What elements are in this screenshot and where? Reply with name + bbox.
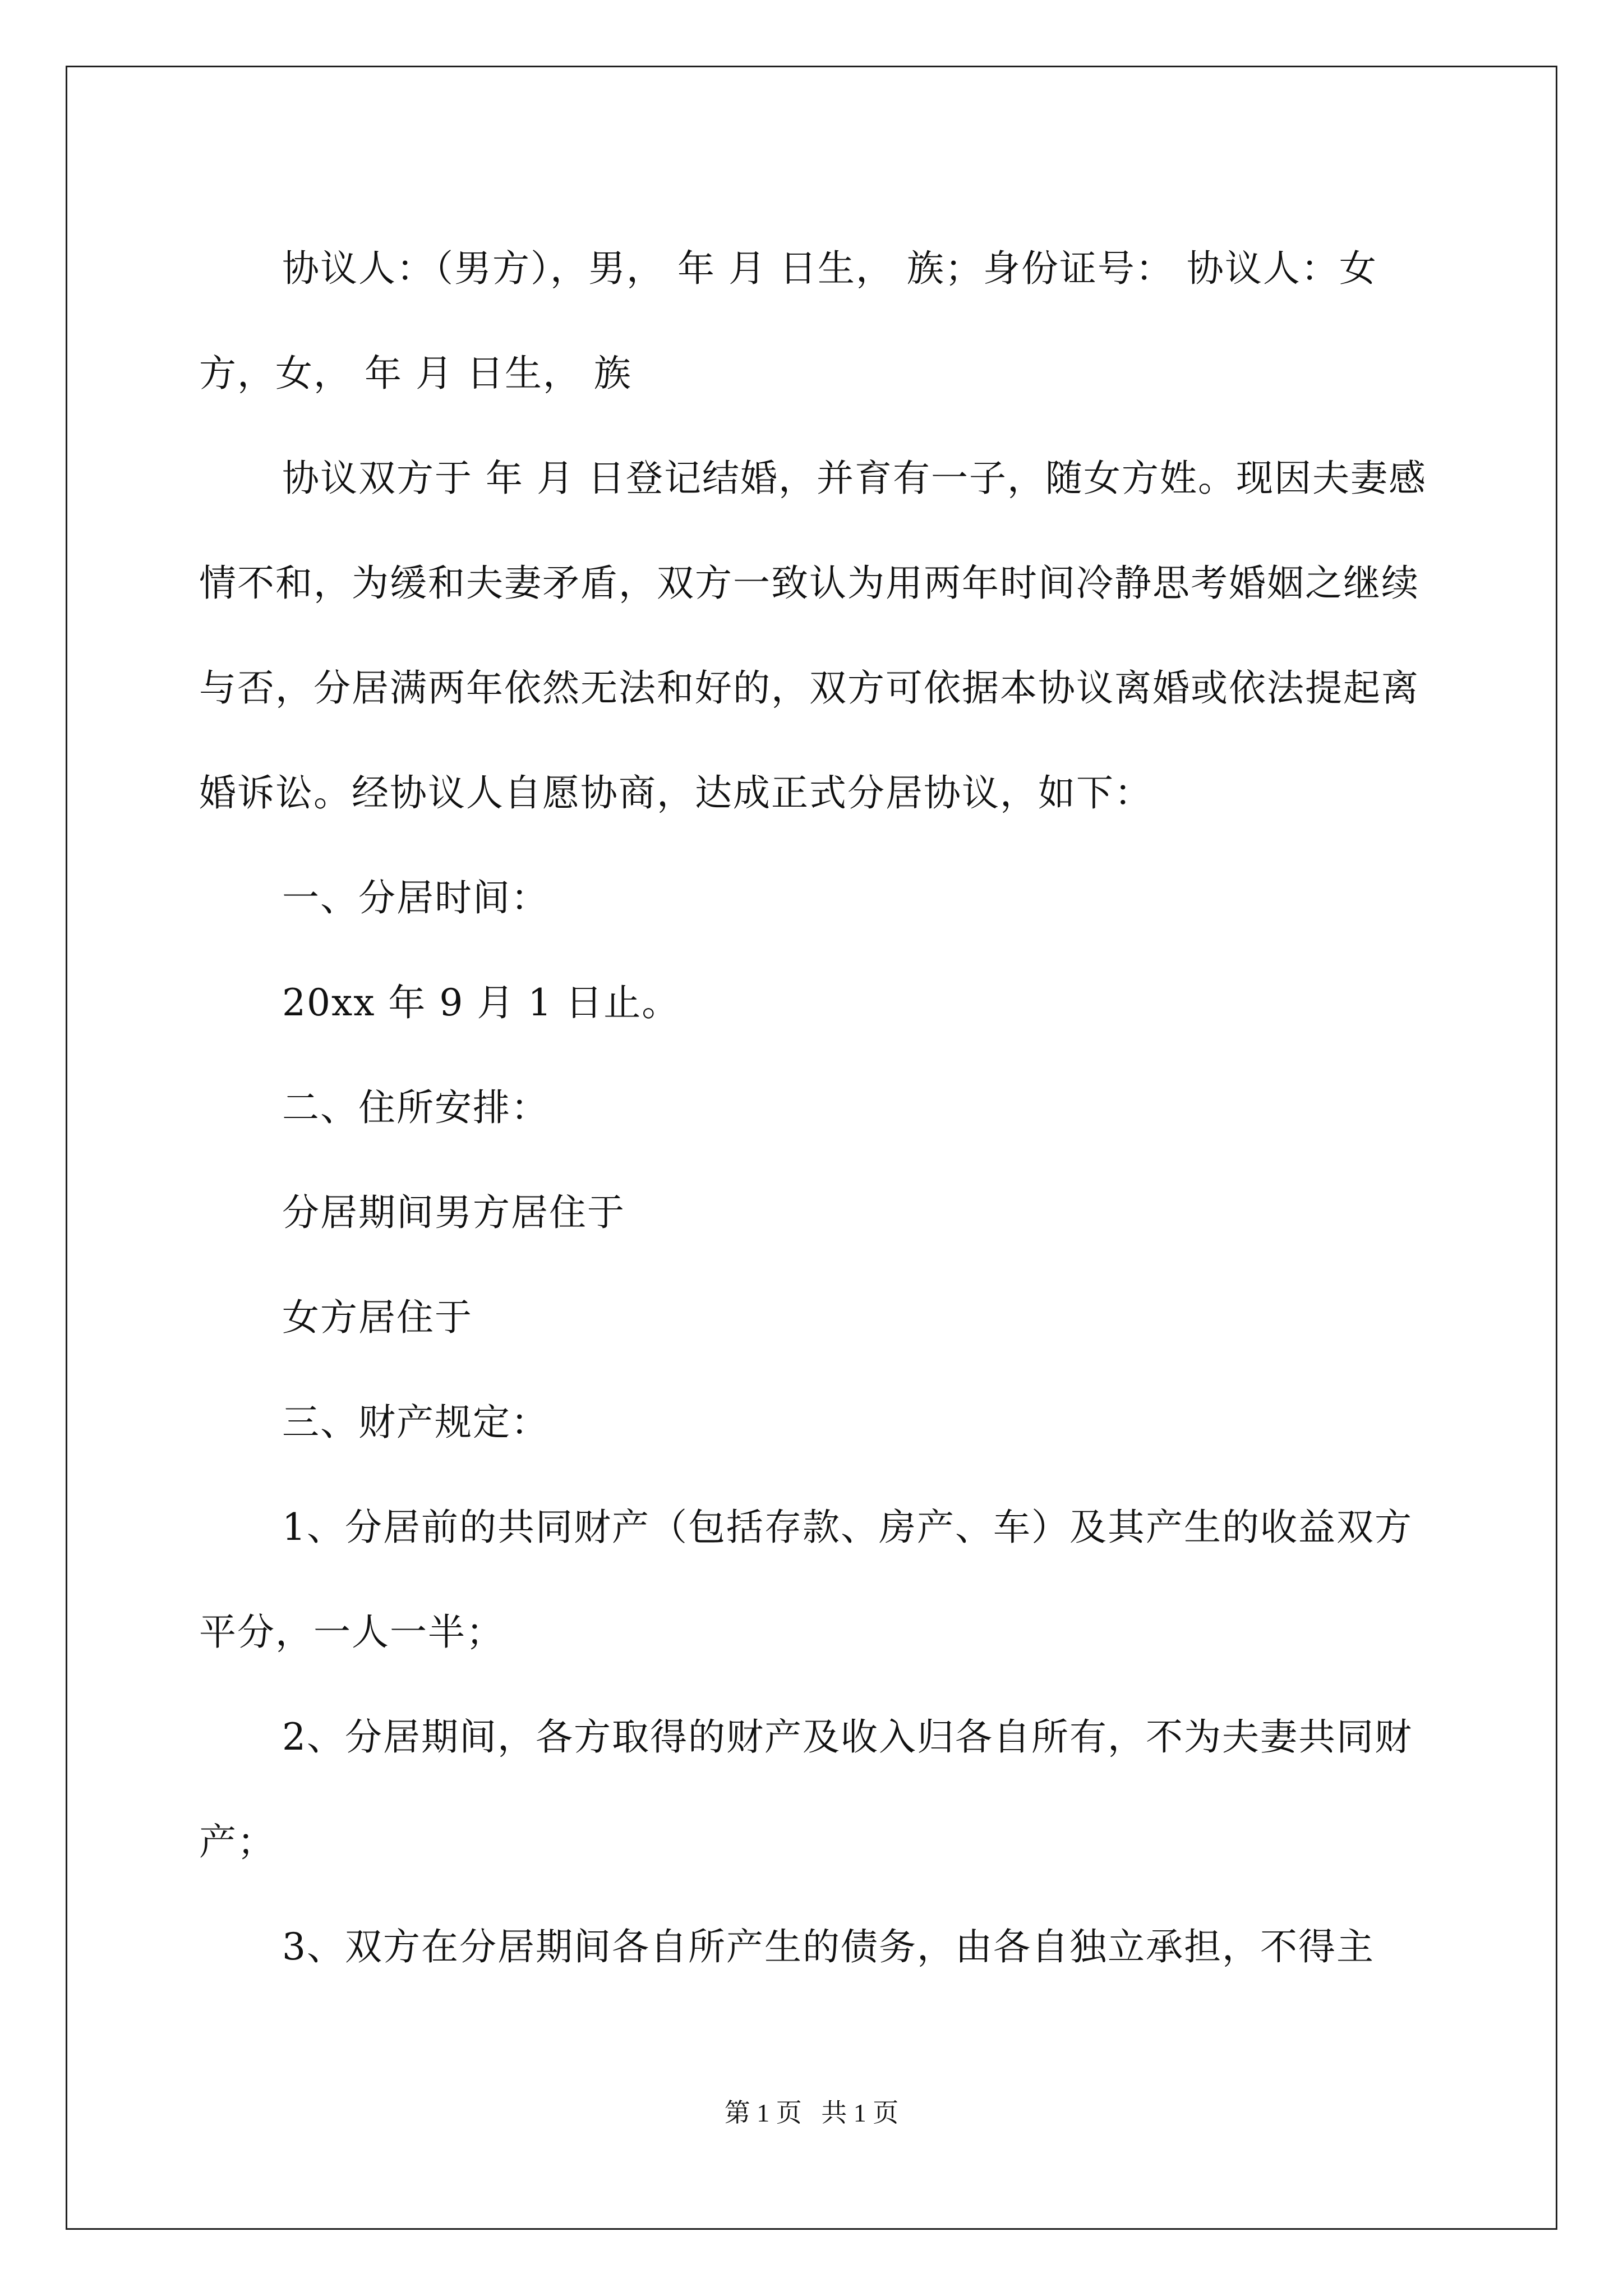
separation-date: 20xx 年 9 月 1 日止。 — [282, 981, 680, 1024]
property-clause-3: 3、双方在分居期间各自所产生的债务，由各自独立承担，不得主 — [282, 1925, 1375, 1968]
parties-paragraph: 协议人：（男方），男， 年 月 日生， 族；身份证号： 协议人：女方，女， 年 月 日生， 族 — [199, 247, 1377, 395]
document-body — [199, 216, 1433, 1999]
section-heading-property: 三、财产规定： — [282, 1401, 549, 1444]
residence-female: 女方居住于 — [282, 1296, 473, 1339]
marriage-paragraph: 协议双方于 年 月 日登记结婚，并育有一子，随女方姓。现因夫妻感情不和，为缓和夫妻矛盾，双方一致认为用两年时间冷静思考婚姻之继续与否，分居满两年依然无法和好的，双方可依据本协议离婚或依法提起离婚诉讼。经协议人自愿协商，达成正式分居协议，如下： — [199, 457, 1427, 815]
section-heading-separation-time: 一、分居时间： — [282, 876, 549, 919]
page-number-footer: 第 1 页 共 1 页 — [724, 2099, 899, 2127]
section-heading-residence: 二、住所安排： — [282, 1086, 549, 1129]
property-clause-2: 2、分居期间，各方取得的财产及收入归各自所有，不为夫妻共同财产； — [199, 1715, 1413, 1864]
property-clause-1: 1、分居前的共同财产（包括存款、房产、车）及其产生的收益双方平分，一人一半； — [199, 1506, 1413, 1654]
residence-male: 分居期间男方居住于 — [282, 1191, 625, 1234]
